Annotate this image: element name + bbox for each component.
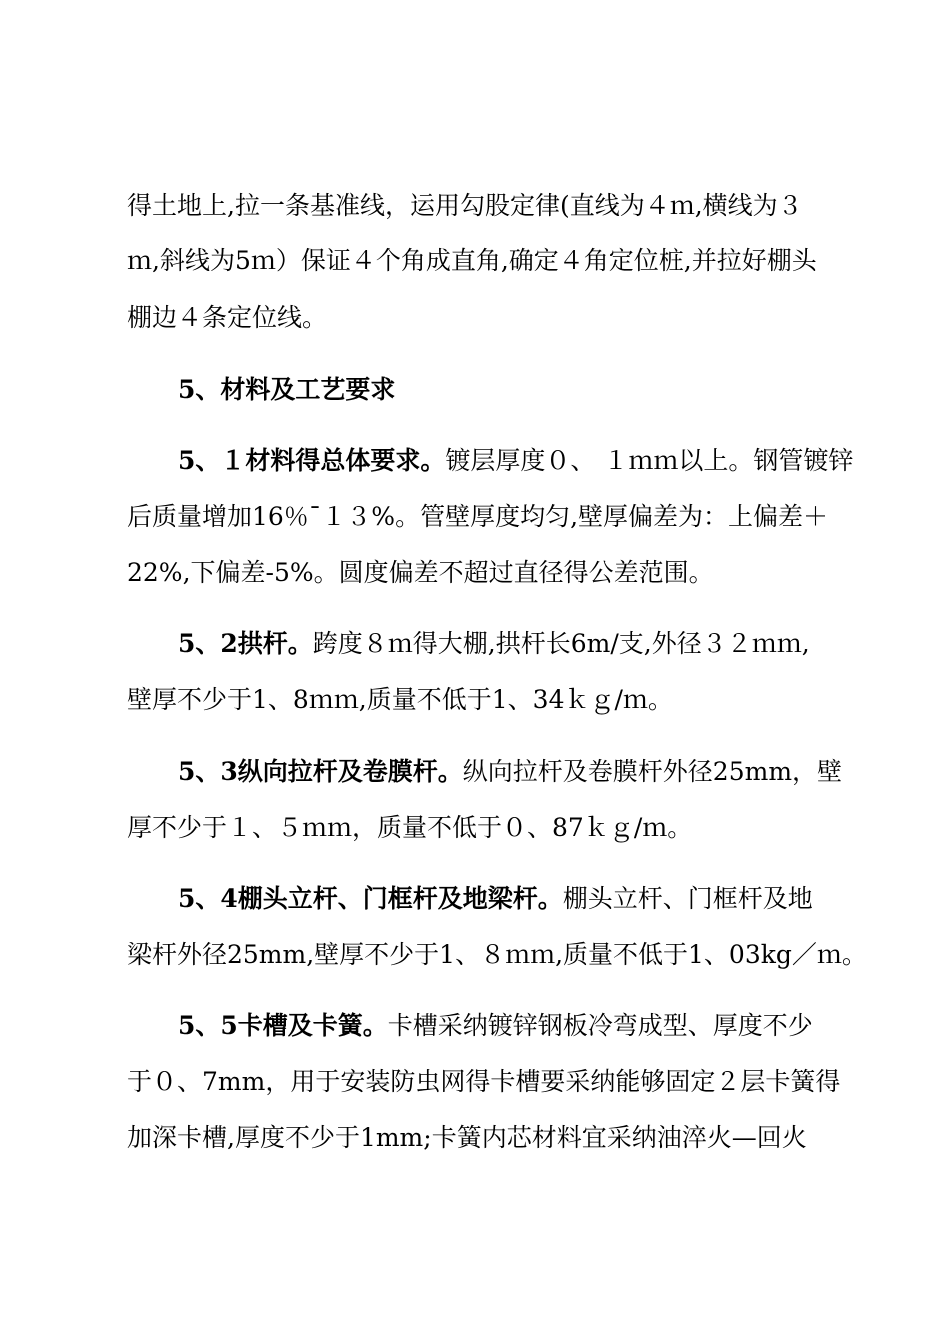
item-line: 梁杆外径25mm,壁厚不少于1、８ｍｍ,质量不低于1、03kg／ｍ。 [127,940,867,969]
item-line: 厚不少于１、５ｍｍ，质量不低于０、87ｋｇ/ｍ。 [127,813,693,842]
item-line: 后质量增加16％¯１３%。管壁厚度均匀,壁厚偏差为：上偏差＋ [127,502,829,531]
item-text: 镀层厚度０、 １ｍｍ以上。钢管镀锌 [445,446,854,475]
item-line: 于０、7mm，用于安装防虫网得卡槽要采纳能够固定２层卡簧得 [127,1067,841,1096]
item-title: 5、4棚头立杆、门框杆及地梁杆。 [178,884,563,913]
item-line: 壁厚不少于1、8ｍｍ,质量不低于1、34ｋｇ/ｍ。 [127,685,673,714]
item-line: 加深卡槽,厚度不少于1mm;卡簧内芯材料宜采纳油淬火—回火 [127,1123,807,1152]
paragraph-line: 棚边４条定位线。 [127,303,328,332]
item-title: 5、2拱杆。 [178,629,313,658]
item-title: 5、3纵向拉杆及卷膜杆。 [178,757,463,786]
item-text: 卡槽采纳镀锌钢板冷弯成型、厚度不少 [387,1011,813,1040]
section-heading: 5、材料及工艺要求 [178,375,396,404]
item-title: 5、5卡槽及卡簧。 [178,1011,388,1040]
item-title: 5、１材料得总体要求。 [178,446,446,475]
item-text: 跨度８ｍ得大棚,拱杆长6m/支,外径３２ｍｍ, [312,629,810,658]
paragraph-line: 得土地上,拉一条基准线，运用勾股定律(直线为４ｍ,横线为３ [127,191,803,220]
item-line: 22%,下偏差-5%。圆度偏差不超过直径得公差范围。 [127,558,714,587]
paragraph-line: ｍ,斜线为5ｍ）保证４个角成直角,确定４角定位桩,并拉好棚头 [127,246,817,275]
item-text: 纵向拉杆及卷膜杆外径25mm，壁 [462,757,843,786]
item-text: 棚头立杆、门框杆及地 [562,884,813,913]
